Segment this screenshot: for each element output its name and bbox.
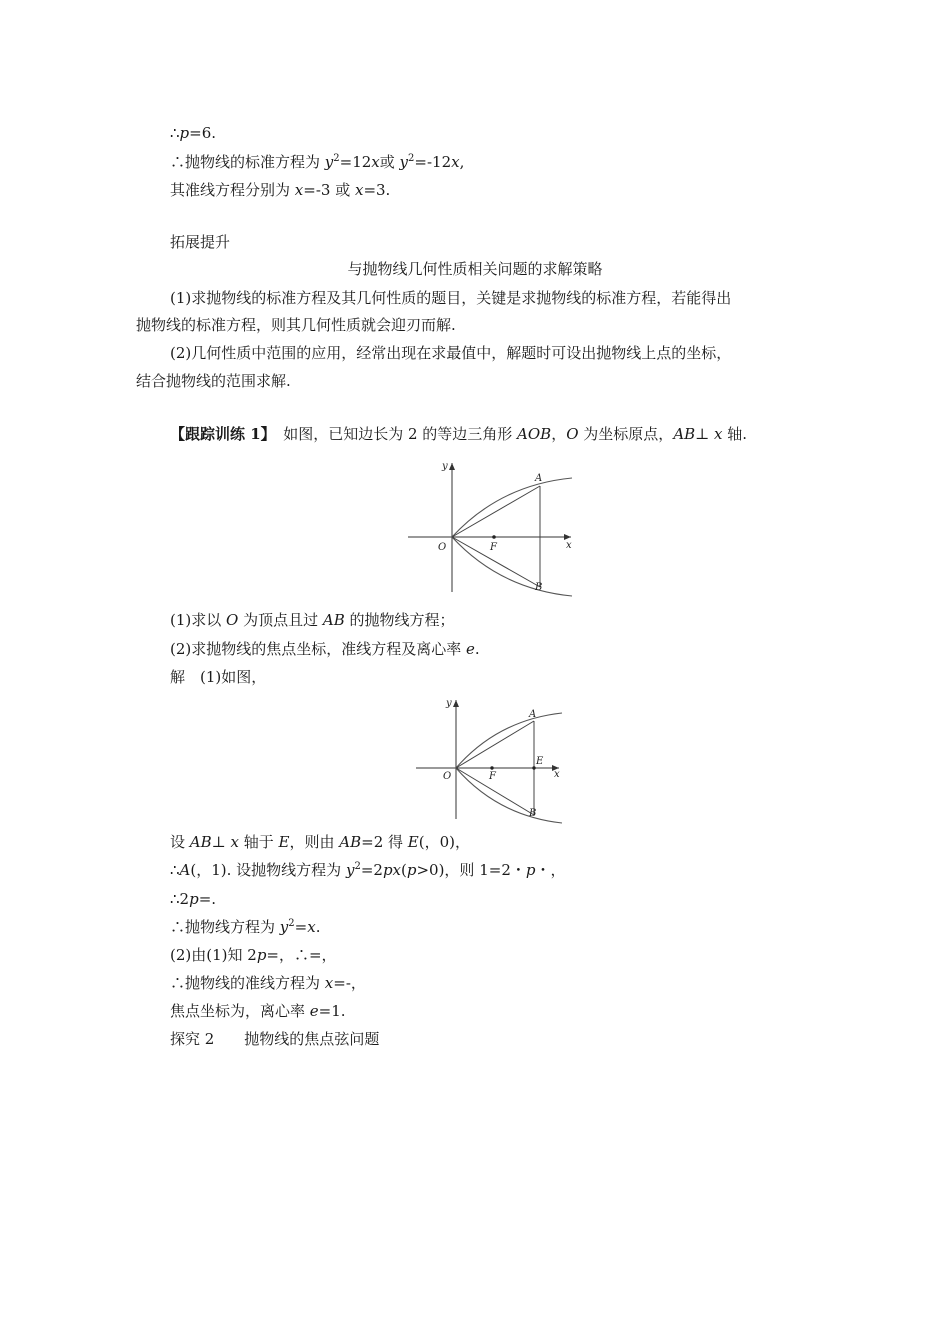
svg-text:A: A [529,709,537,720]
svg-text:O: O [438,542,447,553]
question-2: (2)求抛物线的焦点坐标，准线方程及离心率 e. [170,640,480,658]
solution-line: ∴2p=. [170,890,217,908]
solution-line: 焦点坐标为，离心率 e=1. [170,1002,346,1020]
solution-line: ∴抛物线方程为 $y^2=x$. [170,918,321,936]
svg-text:F: F [490,542,497,553]
section-title: 与抛物线几何性质相关问题的求解策略 [347,260,603,278]
solution-line: ∴抛物线的准线方程为 x=-， [170,974,366,992]
text-line: 其准线方程分别为 x=-3 或 x=3. [170,181,391,199]
question-1: (1)求以 O 为顶点且过 AB 的抛物线方程； [170,611,455,629]
section-heading: 探究 2 抛物线的焦点弦问题 [170,1030,380,1048]
svg-text:x: x [554,769,560,780]
paragraph-line: (1)求抛物线的标准方程及其几何性质的题目，关键是求抛物线的标准方程，若能得出 [170,289,732,307]
paragraph-line: (2)几何性质中范围的应用，经常出现在求最值中，解题时可设出抛物线上点的坐标， [170,344,732,362]
svg-text:y: y [446,698,452,709]
parabola-figure-1 [404,458,594,598]
svg-text:A: A [535,473,543,484]
parabola-figure-2 [412,695,582,825]
svg-text:B: B [529,808,537,819]
section-heading: 拓展提升 [170,233,231,251]
svg-text:F: F [489,771,496,782]
svg-text:y: y [442,461,448,472]
paragraph-line: 结合抛物线的范围求解. [136,372,291,390]
solution-line: 设 AB⊥ x 轴于 E，则由 AB=2 得 E(，0)， [170,833,470,851]
exercise-stem: 【跟踪训练 1】 如图，已知边长为 2 的等边三角形 AOB，O 为坐标原点，AB⊥ x 轴. [170,425,748,443]
svg-text:O: O [443,771,452,782]
text-line: ∴p=6. [170,124,217,142]
svg-text:E: E [536,756,544,767]
svg-text:x: x [566,540,572,551]
paragraph-line: 抛物线的标准方程，则其几何性质就会迎刃而解. [136,316,456,334]
solution-line: (2)由(1)知 2p=，∴=， [170,946,337,964]
text-line: ∴抛物线的标准方程为 $y^2=12x$或 $y^2=-12x$, [170,153,465,171]
solution-line: ∴A(，1). 设抛物线方程为 $y^2=2px(p>0)$，则 1=2・p・， [170,861,566,879]
solution-start: 解 (1)如图， [170,668,267,686]
svg-text:B: B [535,582,543,593]
